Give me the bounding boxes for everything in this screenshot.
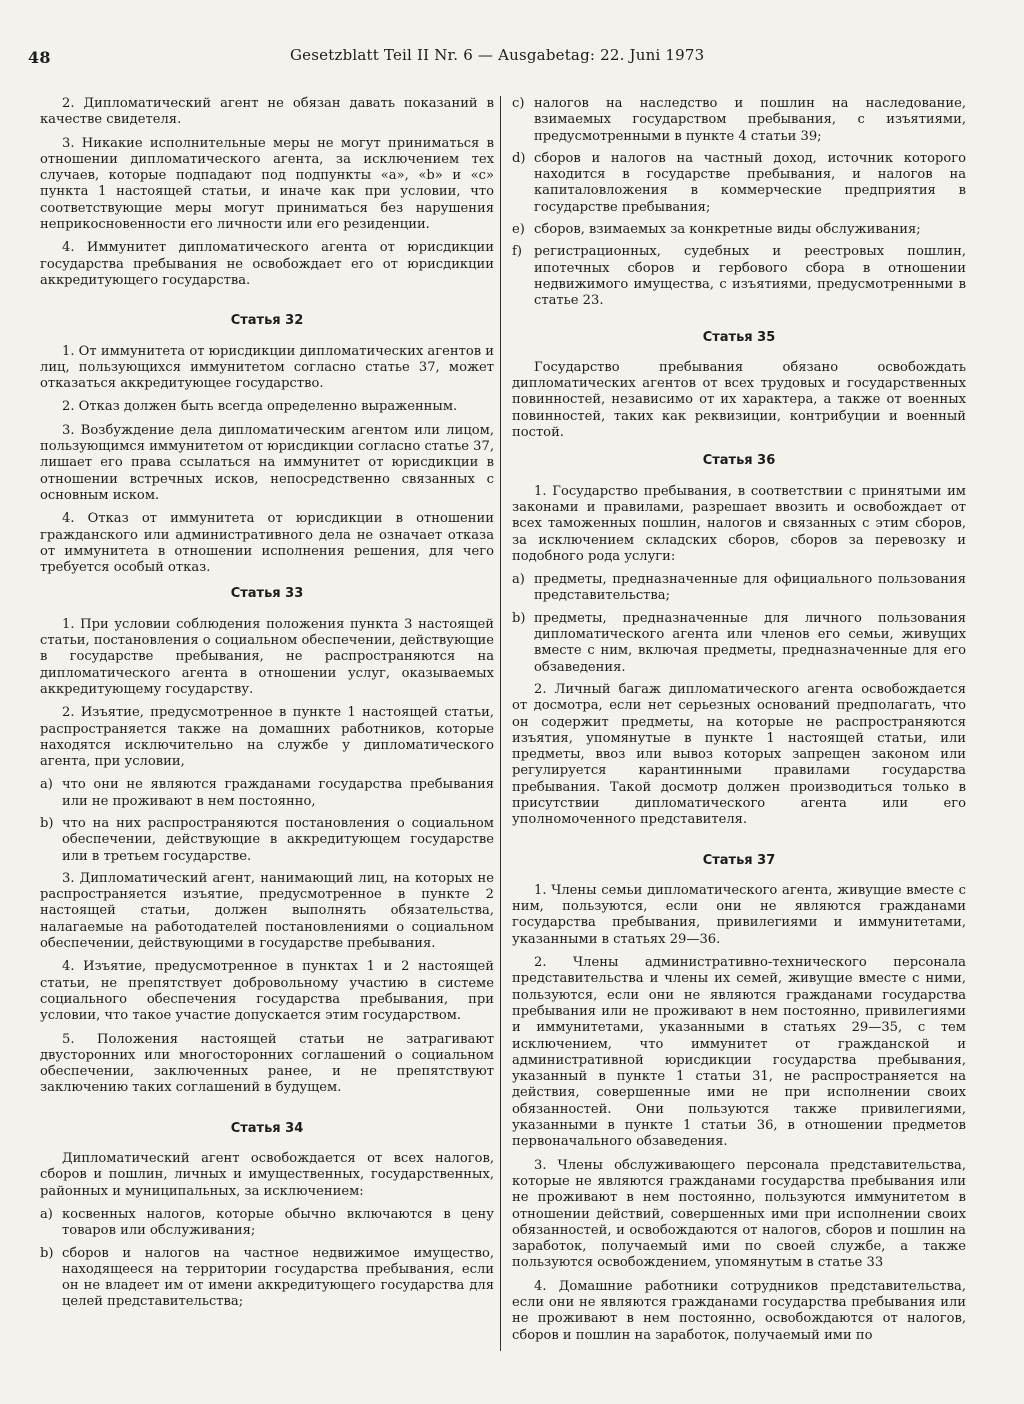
paragraph: 3. Никакие исполнительные меры не могут приниматься в отношении дипломатического агента, за исключением тех случаев, которые подпадают под подпункты «а», «b» и «с» пункта 1 настоящей статьи, и иначе как при условии, что соответствующие меры могут приниматься без нарушения неприкосновенности его личности или его резиденции. [40, 135, 494, 233]
list-item [40, 777, 494, 810]
paragraph: 3. Члены обслуживающего персонала представительства, которые не являются гражданами государства пребывания или не проживают в нем постоянно, пользуются иммунитетом в отношении действий, совершенных ими при исполнении своих обязанностей, и освобождаются от налогов, сборов и пошлин на заработок, получаемый ими по своей службе, а также пользуются освобождением, упомянутым в статье 33 [512, 1157, 966, 1271]
page-number: 48 [28, 48, 51, 67]
list-label: f) [512, 244, 522, 260]
paragraph: 2. Личный багаж дипломатического агента освобождается от досмотра, если нет серьезных оснований предполагать, что он содержит предметы, на которые не распространяются изъятия, упомянутые в пункте 1 настоящей статьи, или предметы, ввоз или вывоз которых запрещен законом или регулируется карантинными правилами государства пребывания. Такой досмотр должен производиться только в присутствии дипломатического агента или его уполномоченного представителя. [512, 681, 966, 828]
list-text: что они не являются гражданами государства пребывания или не проживают в нем постоянно, [62, 777, 494, 809]
list-item [512, 611, 966, 676]
list-item [512, 222, 966, 238]
paragraph: 4. Иммунитет дипломатического агента от юрисдикции государства пребывания не освобождает его от юрисдикции аккредитующего государства. [40, 240, 494, 288]
right-column [512, 96, 966, 1351]
list-item [512, 151, 966, 216]
paragraph: 4. Изъятие, предусмотренное в пунктах 1 и 2 настоящей статьи, не препятствует добровольному участию в системе социального обеспечения государства пребывания, при условии, что такое участие допускается этим государством. [40, 959, 494, 1024]
paragraph: 2. Отказ должен быть всегда определенно выраженным. [62, 399, 458, 415]
left-column [40, 96, 494, 1317]
list-item [512, 96, 966, 145]
list-label: b) [40, 1245, 54, 1261]
list-text: предметы, предназначенные для официального пользования представительства; [534, 572, 966, 604]
paragraph: Государство пребывания обязано освобождать дипломатических агентов от всех трудовых и государственных повинностей, независимо от их характера, а также от военных повинностей, таких как реквизиции, контрибуции и военный постой. [512, 359, 966, 441]
paragraph: 3. Возбуждение дела дипломатическим агентом или лицом, пользующимся иммунитетом от юрисдикции согласно статье 37, лишает его права ссылаться на иммунитет от юрисдикции в отношении встречных исков, непосредственно связанных с основным иском. [40, 422, 494, 503]
list-item [40, 1246, 494, 1311]
list-label: a) [40, 1206, 53, 1222]
list-label: b) [512, 610, 526, 626]
list-item [512, 244, 966, 309]
list-text: что на них распространяются постановления о социальном обеспечении, действующие в аккредитующем государстве или в третьем государстве. [62, 815, 494, 864]
list-label: b) [40, 815, 54, 831]
list-label: c) [512, 96, 525, 111]
list-text: предметы, предназначенные для личного пользования дипломатического агента или членов его семьи, живущих вместе с ним, включая предметы, предназначенные для его обзаведения. [534, 610, 966, 675]
paragraph: 4. Отказ от иммунитета от юрисдикции в отношении гражданского или административного дела не означает отказа от иммунитета в отношении исполнения решения, для чего требуется особый отказ. [40, 511, 494, 576]
article-heading: Статья 36 [702, 453, 776, 469]
list-text: налогов на наследство и пошлин на наследование, взимаемых государством пребывания, с изъятиями, предусмотренными в пункте 4 статьи 39; [534, 96, 966, 144]
article-heading: Статья 32 [230, 313, 304, 329]
list-text: сборов, взимаемых за конкретные виды обслуживания; [534, 222, 921, 238]
article-heading: Статья 37 [702, 852, 776, 868]
paragraph: 1. Члены семьи дипломатического агента, живущие вместе с ним, пользуются, если они не являются гражданами государства пребывания, привилегиями и иммунитетами, указанными в статьях 29—36. [512, 882, 966, 947]
list-label: d) [512, 150, 526, 166]
gazette-title: Gesetzblatt Teil II Nr. 6 — Ausgabetag: 22. Juni 1973 [290, 46, 705, 64]
article-heading: Статья 33 [230, 586, 304, 602]
paragraph: 2. Дипломатический агент не обязан давать показаний в качестве свидетеля. [40, 96, 494, 128]
column-divider [500, 96, 501, 1351]
article-heading: Статья 35 [702, 329, 776, 345]
paragraph: 1. При условии соблюдения положения пункта 3 настоящей статьи, постановления о социальном обеспечении, действующие в государстве пребывания, не распространяются на дипломатического агента в отношении услуг, оказываемых аккредитующему государству. [40, 616, 494, 697]
paragraph: 4. Домашние работники сотрудников представительства, если они не являются гражданами государства пребывания или не проживают в нем постоянно, освобождаются от налогов, сборов и пошлин на заработок, получаемый ими по [512, 1278, 966, 1343]
page-header [28, 40, 988, 68]
paragraph: 5. Положения настоящей статьи не затрагивают двусторонних или многосторонних соглашений о социальном обеспечении, заключенных ранее, и не препятствуют заключению таких соглашений в будущем. [40, 1031, 494, 1096]
list-label: a) [512, 572, 525, 588]
paragraph: 2. Члены административно-технического персонала представительства и члены их семей, живущие вместе с ними, пользуются, если они не являются гражданами государства пребывания или не проживают в нем постоянно, привилегиями и иммунитетами, указанными в статьях 29—35, с тем исключением, что иммунитет от гражданской и административной юрисдикции государства пребывания, указанный в пункте 1 статьи 31, не распространяется на действия, совершенные ими не при исполнении своих обязанностей. Они пользуются также привилегиями, указанными в пункте 1 статьи 36, в отношении предметов первоначального обзаведения. [512, 955, 966, 1150]
list-text: сборов и налогов на частный доход, источник которого находится в государстве пребывания, и налогов на капиталовложения в коммерческие предприятия в государстве пребывания; [534, 150, 966, 215]
paragraph: 1. Государство пребывания, в соответствии с принятыми им законами и правилами, разрешает ввозить и освобождает от всех таможенных пошлин, налогов и связанных с этим сборов, за исключением складских сборов, сборов за перевозку и подобного рода услуги: [512, 483, 966, 564]
paragraph: 1. От иммунитета от юрисдикции дипломатических агентов и лиц, пользующихся иммунитетом согласно статье 37, может отказаться аккредитующее государство. [40, 343, 494, 392]
list-item [512, 572, 966, 605]
list-text: сборов и налогов на частное недвижимое имущество, находящееся на территории государства пребывания, если он не владеет им от имени аккредитующего государства для целей представительства; [62, 1245, 494, 1310]
paragraph: 3. Дипломатический агент, нанимающий лиц, на которых не распространяется изъятие, предусмотренное в пункте 2 настоящей статьи, должен выполнять обязательства, налагаемые на работодателей постановлениями о социальном обеспечении, действующими в государстве пребывания. [40, 870, 494, 952]
paragraph: 2. Изъятие, предусмотренное в пункте 1 настоящей статьи, распространяется также на домашних работников, которые находятся исключительно на службе у дипломатического агента, при условии, [40, 705, 494, 770]
list-label: e) [512, 222, 525, 238]
list-item [40, 816, 494, 865]
article-heading: Статья 34 [230, 1120, 304, 1136]
list-item [40, 1207, 494, 1240]
paragraph: Дипломатический агент освобождается от всех налогов, сборов и пошлин, личных и имущественных, государственных, районных и муниципальных, за исключением: [40, 1151, 494, 1199]
list-label: a) [40, 777, 53, 793]
list-text: косвенных налогов, которые обычно включаются в цену товаров или обслуживания; [62, 1206, 494, 1239]
list-text: регистрационных, судебных и реестровых пошлин, ипотечных сборов и гербового сбора в отношении недвижимого имущества, с изъятиями, предусмотренными в статье 23. [534, 244, 966, 309]
